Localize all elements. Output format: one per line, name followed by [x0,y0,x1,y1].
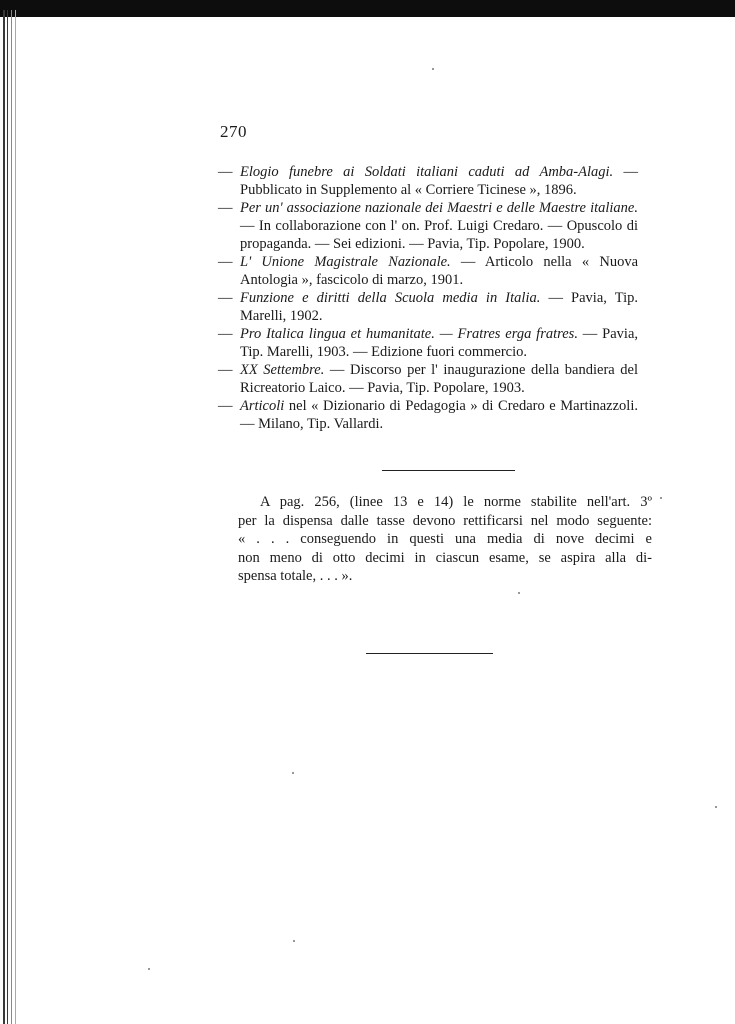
entry-details: — Pubblicato in Supplemento al « Corriere Ticinese », 1896. [240,164,639,198]
entry-title: XX Settembre. [240,362,325,378]
entry-title: Elogio funebre ai Soldati italiani caduti ad Amba-Alagi. [240,164,614,180]
entry-details: — Discorso per l' inaugurazione della bandiera del Ricreatorio Laico. — Pavia, Tip. Popolare, 1903. [240,362,638,396]
closing-divider [366,653,493,654]
entry-title: L' Unione Magistrale Nazionale. [240,254,451,270]
section-divider [382,470,515,471]
entry-dash: — [218,290,233,306]
errata-line: A pag. 256, (linee 13 e 14) le norme stabilite nell'art. 3º [260,494,652,510]
bibliography-list [218,163,638,433]
entry-title: Funzione e diritti della Scuola media in Italia. [240,290,541,306]
scan-speck [660,497,662,499]
entry-title: Articoli [240,398,285,414]
entry-dash: — [218,398,233,414]
bibliography-entry [218,397,638,433]
entry-dash: — [218,200,233,216]
scan-left-binding-edge [0,0,22,1024]
scan-speck [432,68,434,70]
errata-line: per la dispensa dalle tasse devono rettificarsi nel modo seguente: [238,512,652,529]
entry-dash: — [218,254,233,270]
entry-details: — Pavia, Tip. Marelli, 1903. — Edizione fuori commercio. [240,326,639,360]
bibliography-entry [218,361,638,397]
entry-dash: — [218,362,233,378]
errata-line: spensa totale, . . . ». [238,568,353,585]
entry-title: Pro Italica lingua et humanitate. — Fratres erga fratres. [240,326,578,342]
scan-speck [148,968,150,970]
scan-speck [518,592,520,594]
entry-details: nel « Dizionario di Pedagogia » di Credaro e Martinazzoli. — Milano, Tip. Vallardi. [240,398,638,432]
entry-details: — In collaborazione con l' on. Prof. Luigi Credaro. — Opuscolo di propaganda. — Sei edizioni. — Pavia, Tip. Popolare, 1900. [240,218,638,252]
bibliography-entry [218,289,638,325]
entry-details: — Articolo nella « Nuova Antologia », fascicolo di marzo, 1901. [240,254,639,288]
errata-line: « . . . conseguendo in questi una media di nove decimi e [238,531,652,548]
bibliography-entry [218,199,638,253]
scan-speck [292,772,294,774]
entry-details: — Pavia, Tip. Marelli, 1902. [240,290,638,324]
bibliography-entry [218,253,638,289]
errata-line: non meno di otto decimi in ciascun esame, se aspira alla di- [238,549,652,566]
entry-title: Per un' associazione nazionale dei Maestri e delle Maestre italiane. [240,200,638,216]
scan-speck [715,806,717,808]
bibliography-entry [218,163,638,199]
scan-speck [293,940,295,942]
scan-top-border [0,0,735,17]
page-number: 270 [220,122,247,141]
entry-dash: — [218,164,233,180]
bibliography-entry [218,325,638,361]
errata-note [238,493,652,586]
entry-dash: — [218,326,233,342]
